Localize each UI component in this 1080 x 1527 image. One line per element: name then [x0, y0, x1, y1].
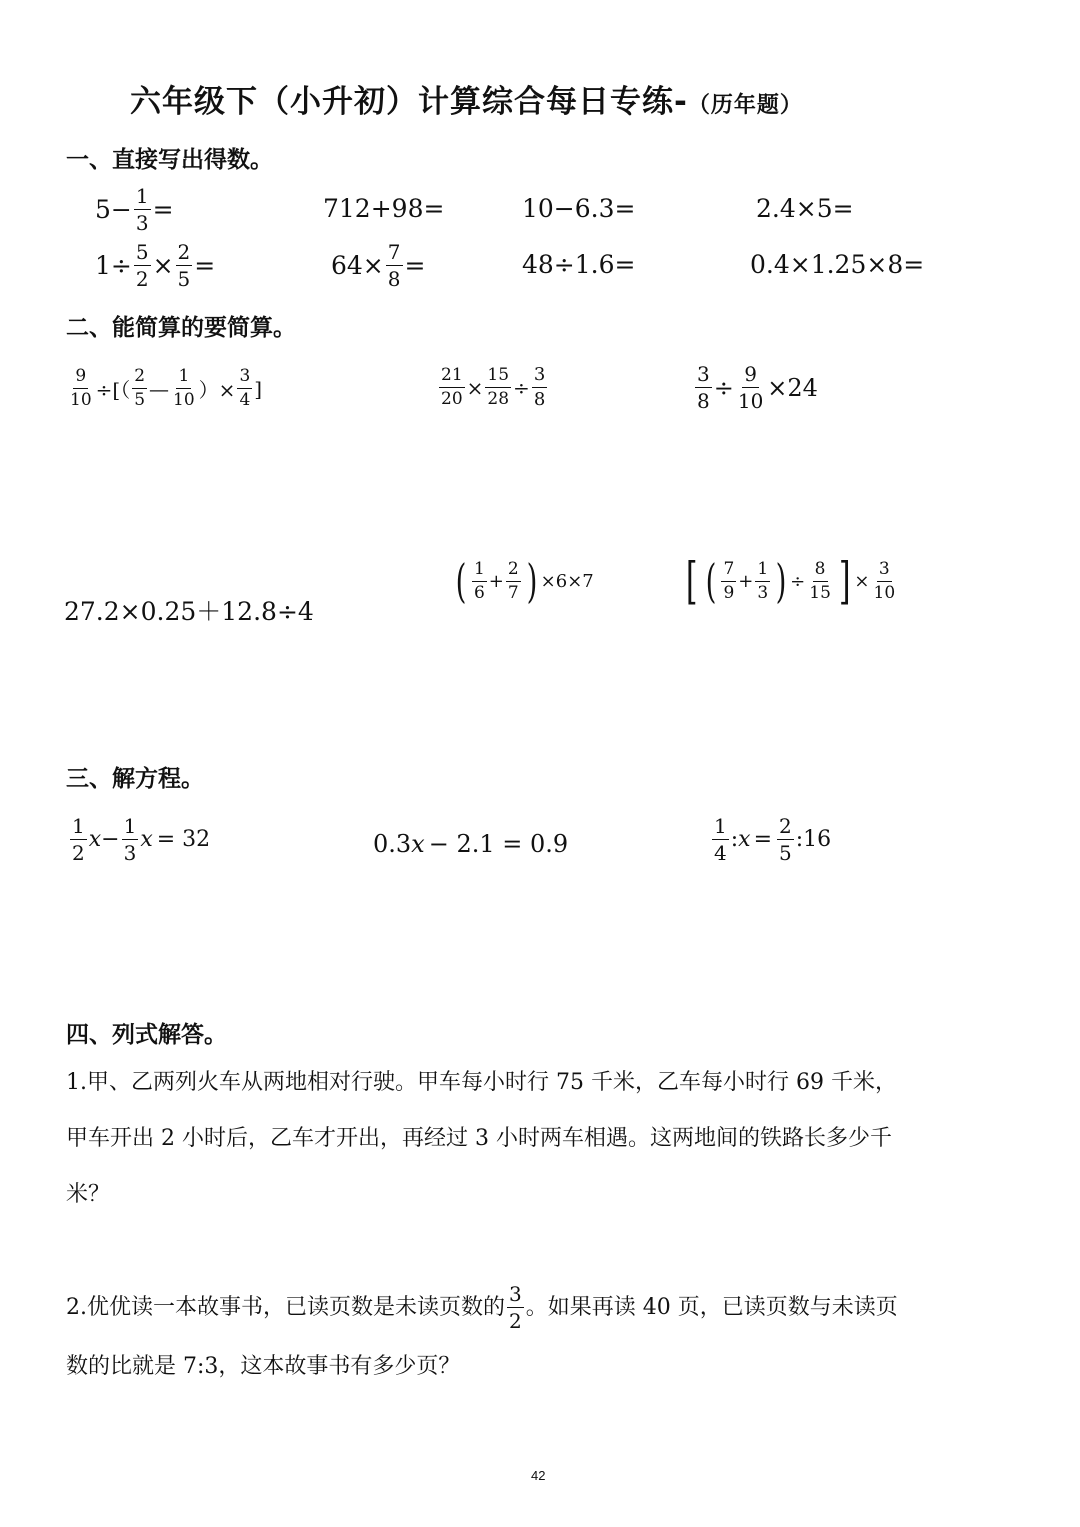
- fraction: $\frac{1}{3}$: [135, 184, 149, 235]
- fraction: $\frac{1}{3}$: [757, 558, 769, 603]
- exercise-1-7: 48÷1.6=: [522, 250, 636, 279]
- equation-3-3: $\frac{1}{4}$ : x = $\frac{2}{5}$ :16: [714, 814, 832, 865]
- exercise-1-3: 10−6.3=: [522, 194, 636, 223]
- problem-1-line-3: 米？: [66, 1182, 111, 1207]
- fraction: $\frac{21}{20}$: [441, 365, 463, 409]
- fraction: $\frac{7}{9}$: [723, 558, 735, 603]
- fraction: $\frac{3}{10}$: [873, 558, 896, 603]
- exercise-1-1: 5 − $\frac{1}{3}$ =: [95, 184, 174, 235]
- fraction: $\frac{1}{10}$: [173, 366, 195, 410]
- fraction: $\frac{1}{6}$: [473, 558, 485, 603]
- fraction: $\frac{2}{5}$: [134, 366, 146, 410]
- page-number: 42: [531, 1468, 546, 1483]
- problem-1-line-1: 1.甲、乙两列火车从两地相对行驶。甲车每小时行 75 千米，乙车每小时行 69 千米，: [66, 1070, 897, 1095]
- fraction: $\frac{3}{2}$: [509, 1282, 522, 1333]
- fraction: $\frac{5}{2}$: [135, 240, 149, 291]
- exercise-2-2: $\frac{21}{20}$ × $\frac{15}{28}$ ÷ $\frac{3}{8}$: [441, 364, 546, 410]
- fraction: $\frac{3}{8}$: [697, 362, 710, 413]
- equation-3-1: $\frac{1}{2}$ x − $\frac{1}{3}$ x = 32: [72, 814, 211, 865]
- exercise-1-2: 712+98=: [323, 194, 445, 223]
- fraction: $\frac{2}{5}$: [779, 814, 792, 865]
- exercise-2-4: 27.2×0.25＋12.8÷4: [64, 597, 314, 626]
- title-sub: （历年题）: [687, 93, 803, 118]
- exercise-1-5: 1÷ $\frac{5}{2}$ × $\frac{2}{5}$ =: [95, 240, 216, 291]
- fraction: $\frac{1}{2}$: [72, 814, 85, 865]
- fraction: $\frac{9}{10}$: [737, 362, 764, 413]
- problem-2-line-2: 数的比就是 7:3，这本故事书有多少页？: [66, 1354, 461, 1379]
- exercise-2-6: [ ( $\frac{7}{9}$ + $\frac{1}{3}$ ) ÷ $\frac{8}{15}$ ] × $\frac{3}{10}$: [685, 552, 896, 610]
- section-heading-2: 二、能简算的要简算。: [66, 315, 296, 341]
- fraction: $\frac{7}{8}$: [387, 240, 401, 291]
- section-heading-1: 一、直接写出得数。: [66, 147, 273, 173]
- title-main: 六年级下（小升初）计算综合每日专练-: [130, 84, 688, 120]
- exercise-1-8: 0.4×1.25×8=: [750, 250, 925, 279]
- fraction: $\frac{9}{10}$: [70, 366, 92, 410]
- exercise-1-6: 64× $\frac{7}{8}$ =: [331, 240, 426, 291]
- page-title: [130, 76, 803, 121]
- fraction: $\frac{2}{5}$: [177, 240, 191, 291]
- equation-3-2: 0.3 x − 2.1 = 0.9: [373, 830, 569, 858]
- section-heading-4: 四、列式解答。: [66, 1022, 227, 1048]
- fraction: $\frac{1}{4}$: [714, 814, 727, 865]
- fraction: $\frac{8}{15}$: [809, 558, 831, 603]
- fraction: $\frac{1}{3}$: [123, 814, 137, 865]
- section-heading-3: 三、解方程。: [66, 766, 204, 792]
- exercise-2-5: ( $\frac{1}{6}$ + $\frac{2}{7}$ ) ×6×7: [455, 554, 594, 608]
- exercise-2-1: $\frac{9}{10}$ ÷[（ $\frac{2}{5}$ — $\frac{1}{10}$ ）× $\frac{3}{4}$ ]: [70, 366, 263, 410]
- fraction: $\frac{3}{4}$: [239, 366, 251, 410]
- problem-1-line-2: 甲车开出 2 小时后，乙车才开出，再经过 3 小时两车相遇。这两地间的铁路长多少千: [66, 1126, 892, 1151]
- problem-2-line-1: 2.优优读一本故事书，已读页数是未读页数的 $\frac{3}{2}$ 。如果再读 40 页，已读页数与未读页: [66, 1282, 898, 1333]
- fraction: $\frac{3}{8}$: [533, 364, 546, 410]
- exercise-2-3: $\frac{3}{8}$ ÷ $\frac{9}{10}$ ×24: [697, 362, 818, 413]
- fraction: $\frac{2}{7}$: [507, 558, 519, 603]
- exercise-1-4: 2.4×5=: [756, 194, 854, 223]
- fraction: $\frac{15}{28}$: [487, 365, 510, 409]
